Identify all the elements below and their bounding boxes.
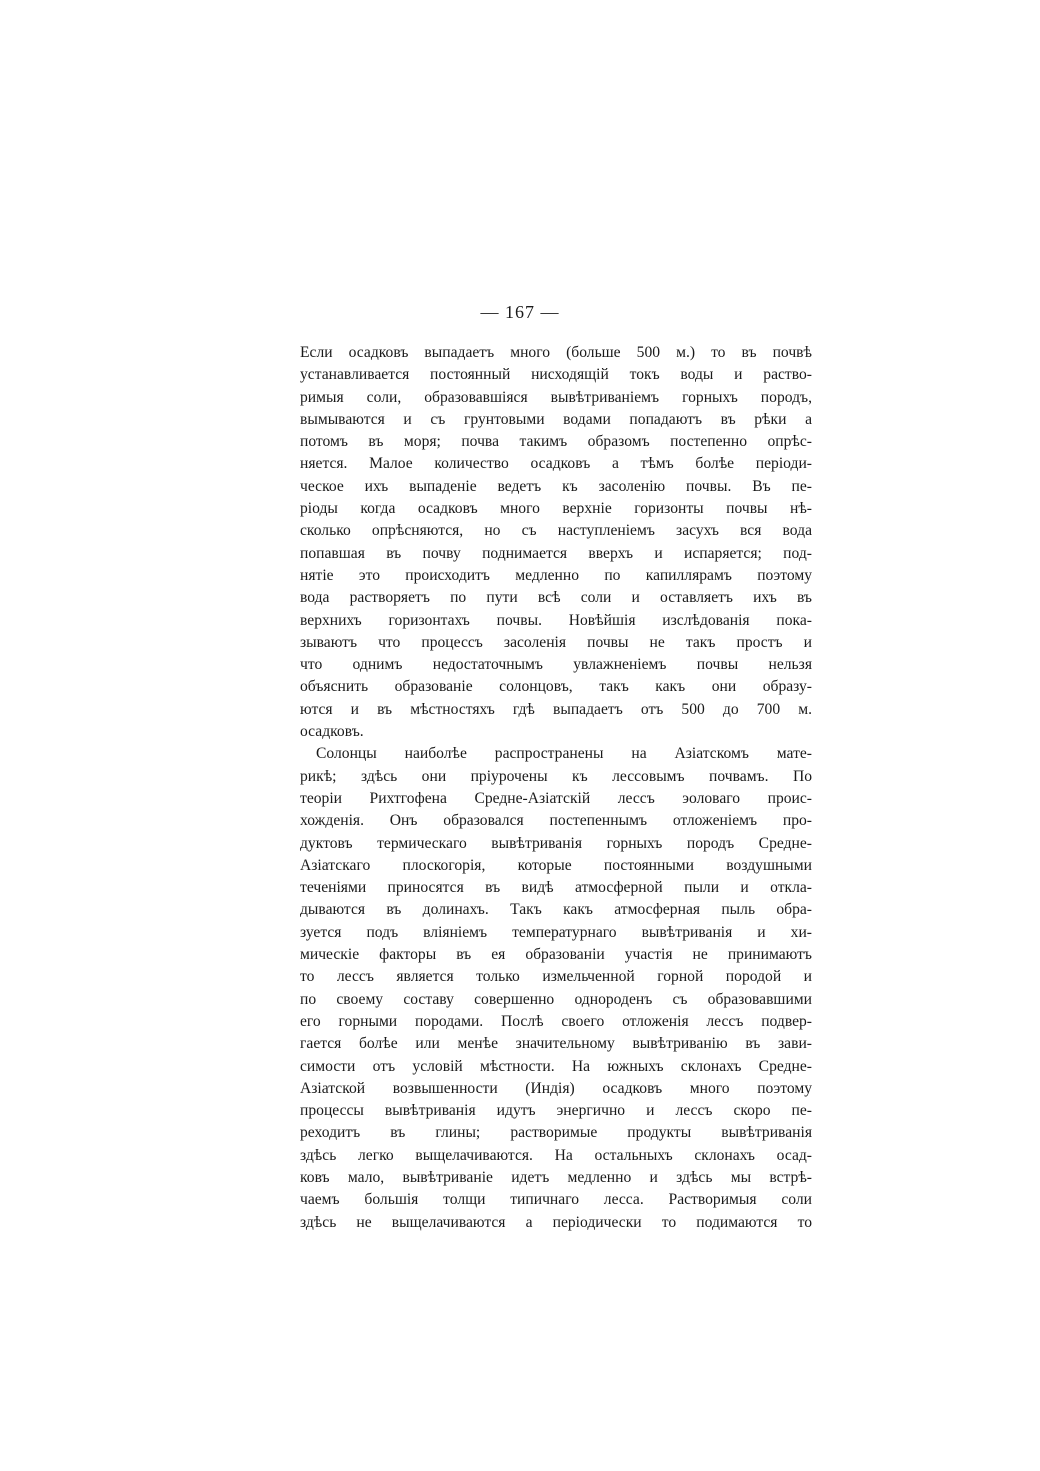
body-text — [300, 342, 812, 1234]
text-line: Азіатскаго плоскогорія, которые постоянными воздушными — [300, 856, 812, 874]
paragraph-1 — [300, 342, 812, 743]
text-line: симости отъ условій мѣстности. На южныхъ склонахъ Средне- — [300, 1057, 812, 1075]
text-line: верхнихъ горизонтахъ почвы. Новѣйшія изслѣдованія пока- — [300, 611, 812, 629]
text-line: осадковъ. — [300, 723, 364, 741]
text-line: реходитъ въ глины; растворимые продукты вывѣтриванія — [300, 1124, 812, 1142]
text-line: дываются въ долинахъ. Такъ какъ атмосферная пыль обра- — [300, 901, 812, 919]
text-line: зываютъ что процессъ засоленія почвы не такъ простъ и — [300, 633, 812, 651]
text-line: Если осадковъ выпадаетъ много (больше 500 м.) то въ почвѣ — [300, 344, 812, 361]
text-line: рикѣ; здѣсь они пріурочены къ лессовымъ почвамъ. По — [300, 767, 812, 785]
text-line: римыя соли, образовавшіяся вывѣтриваніемъ горныхъ породъ, — [300, 388, 812, 406]
text-line: здѣсь не выщелачиваются а періодически то подимаются то — [300, 1213, 812, 1231]
paragraph-2 — [300, 743, 812, 1234]
text-line: устанавливается постоянный нисходящій токъ воды и раство- — [300, 366, 812, 384]
text-line: няется. Малое количество осадковъ а тѣмъ болѣе періоди- — [300, 455, 812, 473]
text-line: сколько опрѣсняются, но съ наступленіемъ засухъ вся вода — [300, 522, 812, 540]
text-line: чаемъ большія толщи типичнаго лесса. Растворимыя соли — [300, 1191, 812, 1209]
text-line: процессы вывѣтриванія идутъ энергично и лессъ скоро пе- — [300, 1102, 812, 1120]
text-line: гается болѣе или менѣе значительному вывѣтриванію въ зави- — [300, 1035, 812, 1053]
text-line: Азіатской возвышенности (Индія) осадковъ много поэтому — [300, 1079, 812, 1097]
text-line: то лессъ является только измельченной горной породой и — [300, 968, 812, 986]
text-line: его горными породами. Послѣ своего отложенія лессъ подвер- — [300, 1012, 812, 1030]
text-line: потомъ въ моря; почва такимъ образомъ постепенно опрѣс- — [300, 433, 812, 451]
text-line: дуктовъ термическаго вывѣтриванія горныхъ породъ Средне- — [300, 834, 812, 852]
text-line: теченіями приносятся въ видѣ атмосферной пыли и откла- — [300, 879, 812, 897]
text-line: вода растворяетъ по пути всѣ соли и оставляетъ ихъ въ — [300, 589, 812, 607]
text-line: по своему составу совершенно однороденъ съ образовавшими — [300, 990, 812, 1008]
text-line: объяснить образованіе солонцовъ, такъ какъ они образу- — [300, 678, 812, 696]
text-line: теоріи Рихтгофена Средне-Азіатскій лессъ эоловаго проис- — [300, 789, 812, 807]
text-line: ются и въ мѣстностяхъ гдѣ выпадаетъ отъ 500 до 700 м. — [300, 700, 812, 718]
text-line: нятіе это происходитъ медленно по капиллярамъ поэтому — [300, 566, 812, 584]
text-line: вымываются и съ грунтовыми водами попадаютъ въ рѣки а — [300, 410, 812, 428]
page-number: — 167 — — [480, 302, 560, 322]
text-line: ковъ мало, вывѣтриваніе идетъ медленно и здѣсь мы встрѣ- — [300, 1168, 812, 1186]
text-line: Солонцы наиболѣе распространены на Азіатскомъ мате- — [316, 745, 812, 763]
text-line: мическіе факторы въ ея образованіи участія не принимаютъ — [300, 946, 812, 964]
text-line: хожденія. Онъ образовался постепеннымъ отложеніемъ про- — [300, 812, 812, 830]
text-line: здѣсь легко выщелачиваются. На остальныхъ склонахъ осад- — [300, 1146, 812, 1164]
text-line: попавшая въ почву поднимается вверхъ и испаряется; под- — [300, 544, 812, 562]
text-line: зуется подъ вліяніемъ температурнаго вывѣтриванія и хи- — [300, 923, 812, 941]
text-line: ческое ихъ выпаденіе ведетъ къ засоленію почвы. Въ пе- — [300, 477, 812, 495]
text-line: что однимъ недостаточнымъ увлажненіемъ почвы нельзя — [300, 656, 812, 674]
text-line: ріоды когда осадковъ много верхніе горизонты почвы нѣ- — [300, 500, 812, 518]
